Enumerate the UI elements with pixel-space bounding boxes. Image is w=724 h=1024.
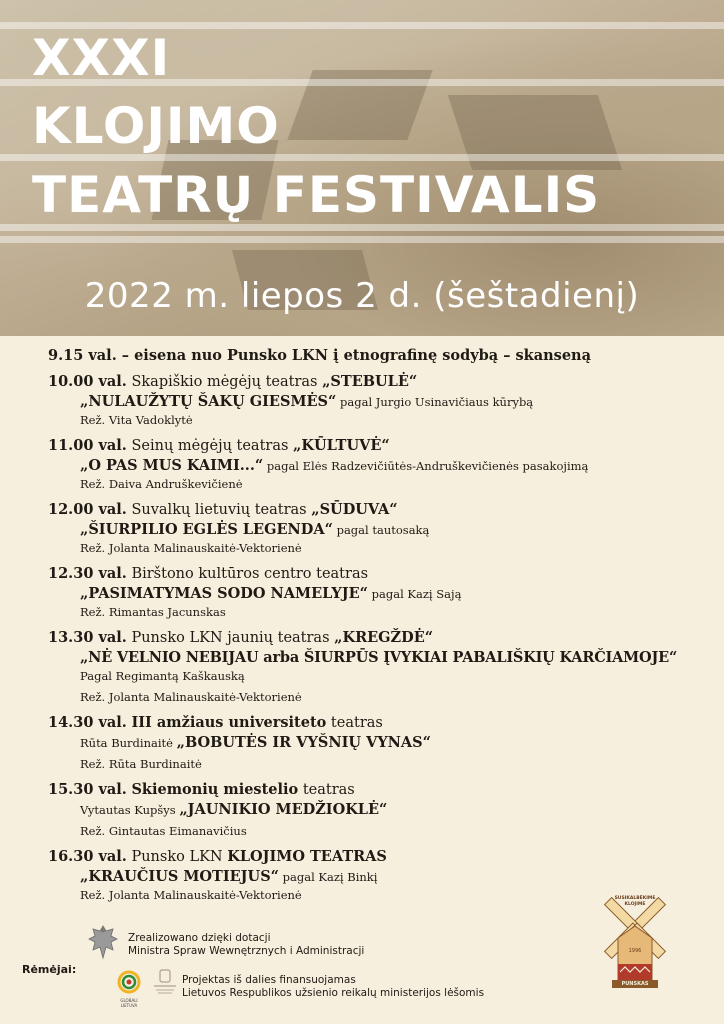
item-note: pagal Kazį Sają bbox=[368, 587, 462, 601]
item-director: Rež. Jolanta Malinauskaitė-Vektorienė bbox=[80, 888, 302, 902]
item-time: 16.30 val. bbox=[48, 848, 127, 865]
windmill-text-top bbox=[598, 896, 672, 908]
funding-line-1: Projektas iš dalies finansuojamas bbox=[182, 974, 356, 986]
item-director: Rež. Jolanta Malinauskaitė-Vektorienė bbox=[80, 690, 302, 704]
item-troupe-name: „STEBULĖ“ bbox=[322, 373, 418, 390]
windmill-text-1: SUSIKALBĖKIME bbox=[614, 896, 656, 901]
item-play: „NĖ VELNIO NEBIJAU arba ŠIURPŪS ĮVYKIAI PABALIŠKIŲ KARČIAMOJE“ bbox=[80, 649, 678, 666]
item-troupe-name: KLOJIMO TEATRAS bbox=[227, 848, 387, 865]
item-play: „PASIMATYMAS SODO NAMELYJE“ bbox=[80, 585, 368, 602]
windmill-year: 1996 bbox=[628, 948, 642, 954]
item-note: pagal tautosaką bbox=[332, 523, 430, 537]
item-director: Rež. Jolanta Malinauskaitė-Vektorienė bbox=[80, 541, 302, 555]
funding-line-2: Lietuvos Respublikos užsienio reikalų ministerijos lėšomis bbox=[182, 987, 485, 999]
program-item bbox=[48, 500, 708, 557]
item-play: „NULAUŽYTŲ ŠAKŲ GIESMĖS“ bbox=[80, 393, 337, 410]
title-line-2: KLOJIMO bbox=[32, 97, 280, 155]
item-troupe: Birštono kultūros centro teatras bbox=[131, 566, 369, 582]
item-note: pagal Jurgio Usinavičiaus kūrybą bbox=[336, 395, 534, 409]
item-director: Rež. Rūta Burdinaitė bbox=[80, 757, 202, 771]
grant-note bbox=[128, 932, 364, 958]
grant-line-2: Ministra Spraw Wewnętrznych i Administracji bbox=[128, 945, 365, 957]
program-item bbox=[48, 436, 708, 493]
funding-note bbox=[182, 974, 484, 1000]
item-time: 14.30 val. bbox=[48, 714, 127, 731]
title-stripe bbox=[0, 22, 724, 29]
item-play: „O PAS MUS KAIMI...“ bbox=[80, 457, 264, 474]
grant-line-1: Zrealizowano dzięki dotacji bbox=[128, 932, 271, 944]
item-troupe-after: teatras bbox=[326, 715, 383, 731]
item-director: Rež. Gintautas Eimanavičius bbox=[80, 824, 247, 838]
item-time: 12.30 val. bbox=[48, 565, 127, 582]
item-time: 11.00 val. bbox=[48, 437, 127, 454]
hero-banner bbox=[0, 0, 724, 336]
program-item bbox=[48, 628, 708, 706]
item-time: 15.30 val. bbox=[48, 781, 127, 798]
item-director: Rež. Daiva Andruškevičienė bbox=[80, 477, 243, 491]
title-stripe bbox=[0, 154, 724, 161]
item-troupe-name: „SŪDUVA“ bbox=[311, 501, 398, 518]
intro-text: 9.15 val. – eisena nuo Punsko LKN į etnografinę sodybą – skanseną bbox=[48, 347, 591, 364]
globali-lietuva-logo bbox=[112, 970, 146, 1008]
title-line-3: TEATRŲ FESTIVALIS bbox=[32, 166, 601, 224]
sponsors-footer bbox=[0, 896, 724, 1024]
program-item bbox=[48, 780, 708, 840]
item-extra: Pagal Regimantą Kaškauską bbox=[80, 669, 245, 683]
title-line-1: XXXI bbox=[32, 29, 171, 87]
item-author: Rūta Burdinaitė bbox=[80, 736, 177, 750]
item-troupe-after: teatras bbox=[298, 782, 355, 798]
item-troupe-name: „KŪLTUVĖ“ bbox=[293, 437, 390, 454]
item-play: „KRAUČIUS MOTIEJUS“ bbox=[80, 868, 279, 885]
item-time: 13.30 val. bbox=[48, 629, 127, 646]
program-intro bbox=[48, 346, 708, 366]
item-troupe-name: Skiemonių miestelio bbox=[131, 781, 299, 798]
sponsors-label: Rėmėjai: bbox=[22, 963, 77, 976]
item-play: „BOBUTĖS IR VYŠNIŲ VYNAS“ bbox=[176, 734, 431, 751]
item-director: Rež. Vita Vadoklytė bbox=[80, 413, 193, 427]
globali-lietuva-text: GLOBALI LIETUVA bbox=[120, 998, 138, 1008]
title-stripe bbox=[0, 224, 724, 231]
item-troupe: Punsko LKN bbox=[131, 849, 228, 865]
ministry-crest-icon bbox=[150, 968, 180, 996]
item-troupe: Skapiškio mėgėjų teatras bbox=[131, 374, 323, 390]
windmill-logo bbox=[598, 888, 672, 992]
item-author: Vytautas Kupšys bbox=[80, 803, 180, 817]
item-troupe: Suvalkų lietuvių teatras bbox=[131, 502, 312, 518]
title-stripe bbox=[0, 236, 724, 243]
item-note: pagal Kazį Binkį bbox=[279, 870, 378, 884]
program-list bbox=[48, 346, 708, 911]
windmill-town: PUNSKAS bbox=[621, 981, 649, 987]
polish-eagle-icon bbox=[86, 922, 120, 962]
item-play: „ŠIURPILIO EGLĖS LEGENDA“ bbox=[80, 521, 333, 538]
item-director: Rež. Rimantas Jacunskas bbox=[80, 605, 226, 619]
item-troupe: Seinų mėgėjų teatras bbox=[131, 438, 294, 454]
globe-logo-icon bbox=[117, 970, 141, 994]
windmill-text-2: KLOJIME bbox=[624, 902, 646, 907]
item-note: pagal Elės Radzevičiūtės-Andruškevičienės pasakojimą bbox=[263, 459, 589, 473]
item-time: 12.00 val. bbox=[48, 501, 127, 518]
item-play: „JAUNIKIO MEDŽIOKLĖ“ bbox=[179, 801, 388, 818]
program-item bbox=[48, 564, 708, 621]
festival-date: 2022 m. liepos 2 d. (šeštadienį) bbox=[84, 276, 640, 316]
program-item bbox=[48, 372, 708, 429]
item-troupe: Punsko LKN jaunių teatras bbox=[131, 630, 335, 646]
item-troupe-name: „KREGŽDĖ“ bbox=[334, 629, 434, 646]
item-troupe-name: III amžiaus universiteto bbox=[131, 714, 327, 731]
item-time: 10.00 val. bbox=[48, 373, 127, 390]
program-item bbox=[48, 713, 708, 773]
